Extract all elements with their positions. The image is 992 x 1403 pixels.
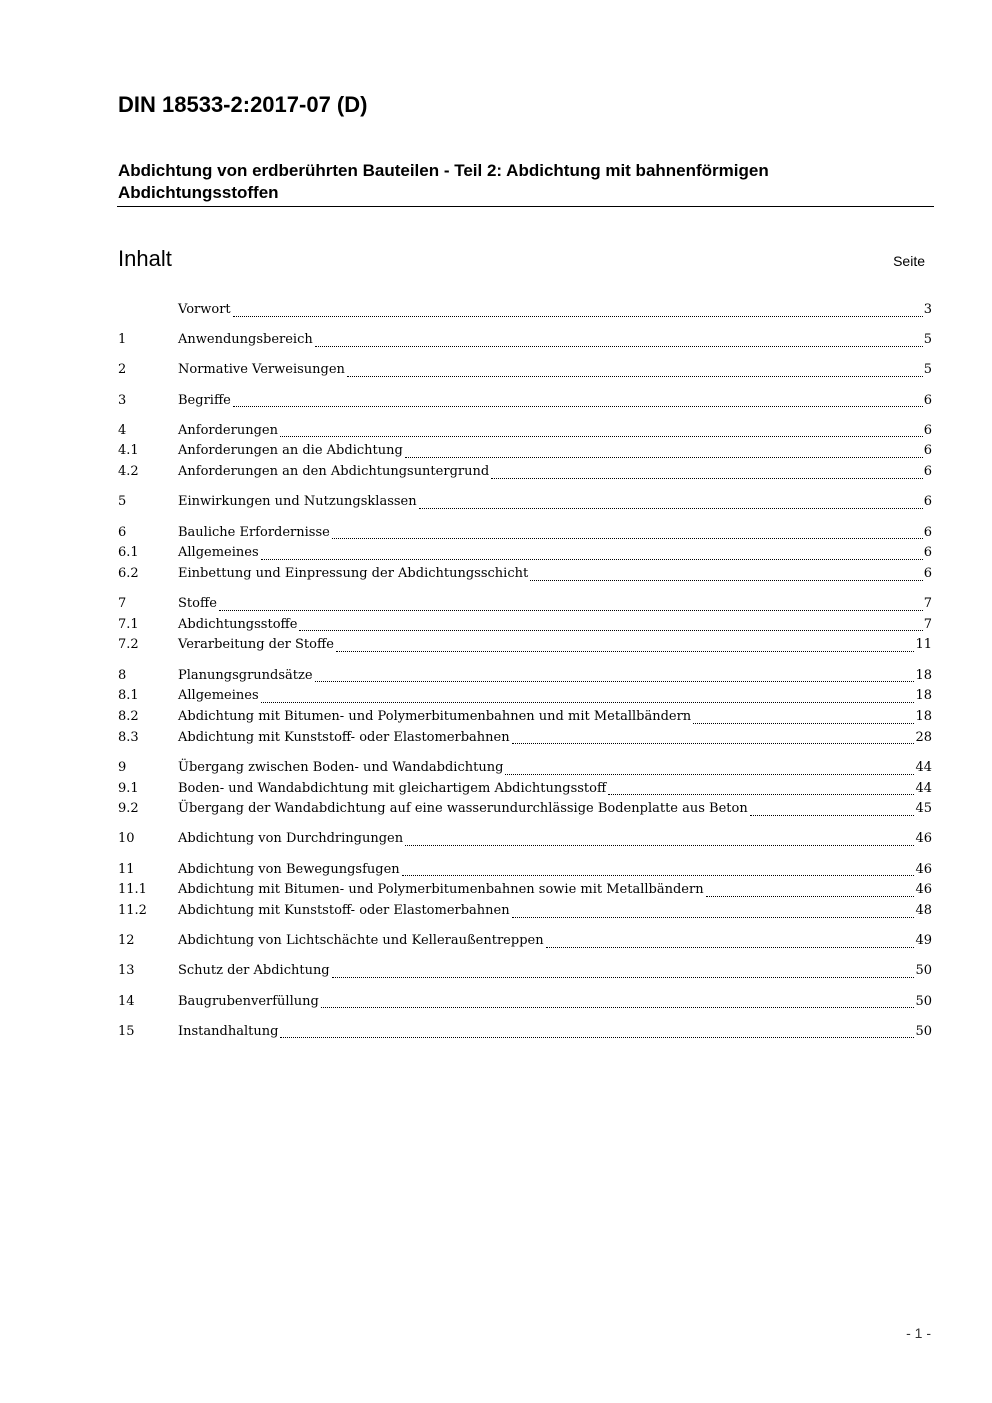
toc-entry-page: 6 (923, 524, 932, 540)
toc-entry-title: Vorwort (178, 302, 231, 317)
toc-entry-page: 7 (923, 596, 932, 612)
toc-entry-title: Schutz der Abdichtung (178, 963, 330, 979)
toc-leader-dots (336, 651, 915, 652)
toc-entry-8[interactable] (118, 666, 932, 687)
toc-entry-number: 9.1 (118, 780, 139, 796)
toc-entry-title: Allgemeines (178, 688, 259, 704)
toc-leader-dots (512, 917, 915, 918)
toc-entry-title: Einbettung und Einpressung der Abdichtungsschicht (178, 565, 529, 581)
toc-entry-title: Begriffe (178, 392, 231, 408)
toc-entry-page: 50 (915, 1023, 932, 1039)
toc-entry-page: 6 (923, 443, 932, 459)
toc-leader-dots (299, 630, 922, 631)
toc-entry-page: 48 (915, 903, 932, 918)
document-id: DIN 18533-2:2017-07 (D) (118, 92, 368, 117)
toc-entry-15[interactable] (118, 1022, 932, 1043)
toc-entry-page: 5 (923, 332, 932, 348)
toc-entry-page: 45 (915, 801, 932, 817)
toc-entry-vorwort[interactable] (118, 300, 932, 321)
toc-entry-number: 1 (118, 332, 127, 348)
toc-entry-title: Abdichtung mit Bitumen- und Polymerbitumenbahnen sowie mit Metallbändern (178, 882, 704, 898)
toc-entry-title: Instandhaltung (178, 1023, 279, 1039)
toc-entry-page: 50 (915, 963, 932, 979)
toc-entry-page: 6 (923, 494, 932, 510)
toc-entry-12[interactable] (118, 931, 932, 952)
toc-leader-dots (405, 457, 923, 458)
toc-entry-page: 44 (915, 780, 932, 796)
toc-entry-title: Normative Verweisungen (178, 362, 345, 378)
toc-entry-title: Abdichtungsstoffe (178, 616, 298, 632)
toc-leader-dots (233, 406, 923, 407)
toc-entry-page: 6 (923, 464, 932, 480)
toc-leader-dots (419, 508, 923, 509)
toc-entry-page: 11 (915, 637, 932, 653)
toc-leader-dots (332, 977, 915, 978)
toc-entry-6[interactable] (118, 523, 932, 544)
toc-entry-9-1[interactable] (118, 779, 932, 800)
toc-entry-page: 6 (923, 422, 932, 438)
title-divider (117, 206, 934, 207)
toc-entry-7-2[interactable] (118, 635, 932, 656)
toc-entry-number: 5 (118, 494, 127, 510)
toc-entry-8-3[interactable] (118, 728, 932, 749)
toc-entry-number: 4.2 (118, 464, 139, 480)
toc-entry-title: Abdichtung mit Bitumen- und Polymerbitumenbahnen und mit Metallbändern (178, 709, 692, 724)
toc-entry-title: Abdichtung von Durchdringungen (178, 831, 404, 847)
toc-entry-number: 2 (118, 362, 127, 378)
toc-entry-number: 7.2 (118, 637, 139, 653)
toc-leader-dots (233, 316, 923, 317)
toc-entry-page: 6 (923, 392, 932, 408)
toc-entry-4[interactable] (118, 421, 932, 442)
toc-entry-number: 8.2 (118, 709, 139, 724)
toc-leader-dots (347, 376, 923, 377)
toc-entry-page: 18 (915, 667, 932, 683)
page-number: - 1 - (906, 1325, 931, 1341)
toc-entry-4-1[interactable] (118, 441, 932, 462)
toc-entry-title: Anforderungen an die Abdichtung (178, 443, 403, 459)
toc-leader-dots (315, 681, 915, 682)
toc-entry-title: Planungsgrundsätze (178, 667, 313, 683)
toc-entry-page: 44 (915, 759, 932, 775)
toc-leader-dots (280, 436, 923, 437)
toc-entry-title: Einwirkungen und Nutzungsklassen (178, 494, 417, 510)
toc-entry-page: 46 (915, 882, 932, 898)
toc-entry-title: Abdichtung mit Kunststoff- oder Elastomerbahnen (178, 903, 510, 918)
toc-leader-dots (219, 610, 923, 611)
toc-leader-dots (706, 896, 915, 897)
toc-entry-number: 14 (118, 993, 135, 1009)
toc-entry-6-1[interactable] (118, 543, 932, 564)
toc-entry-13[interactable] (118, 961, 932, 982)
toc-entry-14[interactable] (118, 992, 932, 1013)
toc-leader-dots (405, 845, 914, 846)
toc-entry-title: Übergang zwischen Boden- und Wandabdichtung (178, 759, 504, 775)
toc-entry-11[interactable] (118, 860, 932, 881)
toc-entry-10[interactable] (118, 829, 932, 850)
toc-entry-11-2[interactable] (118, 901, 932, 922)
toc-entry-number: 3 (118, 392, 127, 408)
toc-entry-title: Baugrubenverfüllung (178, 993, 319, 1009)
toc-entry-number: 11.2 (118, 903, 147, 918)
toc-entry-title: Verarbeitung der Stoffe (178, 637, 334, 653)
toc-entry-number: 12 (118, 933, 135, 949)
table-of-contents (118, 300, 932, 1042)
toc-entry-9[interactable] (118, 758, 932, 779)
toc-entry-5[interactable] (118, 492, 932, 513)
toc-leader-dots (261, 702, 915, 703)
toc-entry-title: Abdichtung von Bewegungsfugen (178, 861, 400, 877)
toc-leader-dots (512, 743, 915, 744)
toc-heading: Inhalt (118, 246, 172, 271)
toc-entry-number: 11 (118, 861, 135, 877)
toc-leader-dots (491, 478, 923, 479)
toc-entry-page: 7 (923, 616, 932, 632)
toc-entry-number: 4 (118, 422, 127, 438)
toc-entry-number: 7 (118, 596, 127, 612)
toc-entry-number: 13 (118, 963, 135, 979)
toc-entry-page: 28 (915, 729, 932, 745)
toc-entry-3[interactable] (118, 391, 932, 412)
toc-leader-dots (315, 346, 923, 347)
toc-entry-page: 49 (915, 933, 932, 949)
toc-entry-page: 50 (915, 993, 932, 1009)
toc-entry-page: 6 (923, 565, 932, 581)
toc-leader-dots (402, 875, 915, 876)
toc-entry-7[interactable] (118, 594, 932, 615)
toc-entry-2[interactable] (118, 360, 932, 381)
toc-entry-title: Anforderungen an den Abdichtungsuntergrund (178, 464, 490, 480)
toc-entry-title: Anwendungsbereich (178, 332, 313, 348)
toc-entry-9-2[interactable] (118, 799, 932, 820)
toc-leader-dots (332, 538, 923, 539)
toc-leader-dots (321, 1007, 915, 1008)
toc-entry-title: Stoffe (178, 596, 217, 612)
toc-entry-4-2[interactable] (118, 462, 932, 483)
toc-leader-dots (530, 580, 923, 581)
toc-entry-6-2[interactable] (118, 564, 932, 585)
toc-leader-dots (505, 774, 914, 775)
toc-entry-title: Bauliche Erfordernisse (178, 524, 330, 540)
toc-entry-title: Abdichtung von Lichtschächte und Kelleraußentreppen (178, 933, 544, 949)
toc-entry-page: 6 (923, 545, 932, 561)
toc-entry-number: 6.1 (118, 545, 139, 561)
toc-leader-dots (608, 794, 914, 795)
toc-entry-11-1[interactable] (118, 880, 932, 901)
toc-entry-8-1[interactable] (118, 686, 932, 707)
toc-entry-page: 5 (923, 362, 932, 378)
toc-page-column-label: Seite (893, 253, 925, 269)
toc-entry-number: 9.2 (118, 801, 139, 817)
toc-entry-page: 46 (915, 861, 932, 877)
toc-leader-dots (261, 559, 923, 560)
toc-entry-title: Anforderungen (178, 422, 278, 438)
toc-entry-title: Übergang der Wandabdichtung auf eine wasserundurchlässige Bodenplatte aus Beton (178, 801, 748, 817)
toc-entry-number: 15 (118, 1023, 135, 1039)
toc-entry-8-2[interactable] (118, 707, 932, 728)
toc-entry-number: 8.1 (118, 688, 139, 704)
toc-entry-number: 6.2 (118, 565, 139, 581)
toc-entry-number: 8 (118, 667, 127, 683)
toc-entry-page: 46 (915, 831, 932, 847)
toc-entry-number: 8.3 (118, 729, 139, 745)
toc-entry-number: 9 (118, 759, 127, 775)
toc-leader-dots (280, 1037, 914, 1038)
toc-entry-number: 11.1 (118, 882, 147, 898)
toc-entry-title: Boden- und Wandabdichtung mit gleichartigem Abdichtungsstoff (178, 780, 607, 796)
toc-entry-7-1[interactable] (118, 615, 932, 636)
toc-entry-title: Allgemeines (178, 545, 259, 561)
toc-leader-dots (693, 723, 914, 724)
toc-entry-number: 10 (118, 831, 135, 847)
toc-entry-1[interactable] (118, 330, 932, 351)
toc-entry-title: Abdichtung mit Kunststoff- oder Elastomerbahnen (178, 729, 510, 745)
toc-entry-page: 18 (915, 688, 932, 704)
document-subtitle: Abdichtung von erdberührten Bauteilen - Teil 2: Abdichtung mit bahnenförmigen Abdichtungsstoffen (118, 161, 769, 202)
toc-entry-number: 4.1 (118, 443, 139, 459)
toc-leader-dots (546, 947, 915, 948)
toc-entry-page: 18 (915, 709, 932, 724)
toc-entry-page: 3 (923, 302, 932, 317)
toc-entry-number: 6 (118, 524, 127, 540)
toc-leader-dots (750, 815, 915, 816)
toc-entry-number: 7.1 (118, 616, 139, 632)
